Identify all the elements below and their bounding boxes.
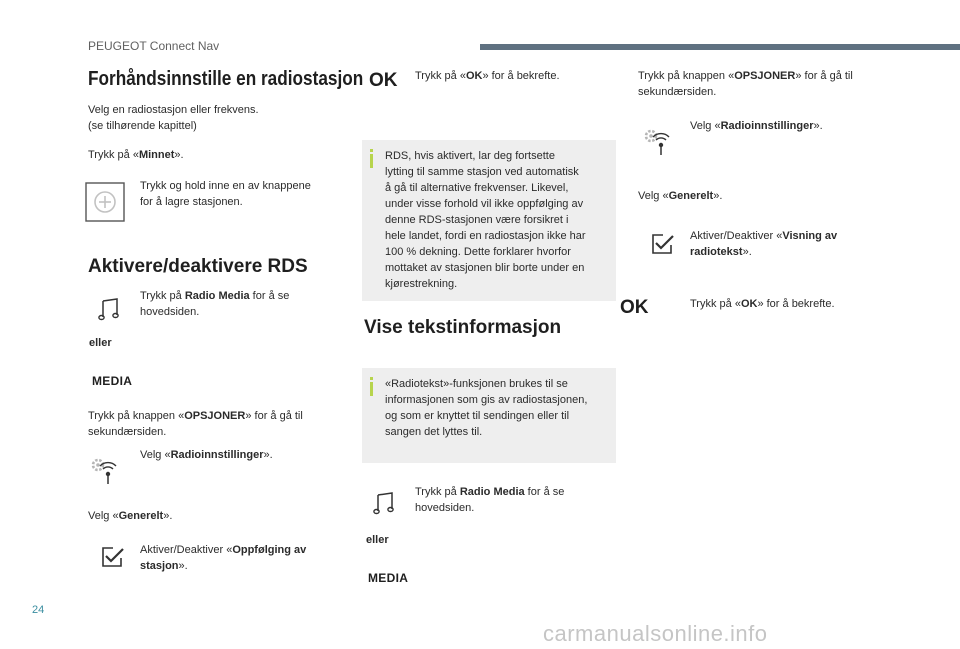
select-general-text: Velg «Generelt». — [638, 190, 723, 202]
confirm-ok-text: Trykk på «OK» for å bekrefte. — [690, 298, 835, 310]
header-rule — [480, 44, 960, 50]
select-general-text: Velg «Generelt». — [88, 510, 173, 522]
radio-media-text: Trykk på Radio Media for å se hovedsiden. — [415, 486, 565, 514]
checkbox-icon — [101, 546, 125, 568]
page-number: 24 — [32, 604, 45, 616]
add-preset-icon — [85, 182, 125, 222]
info-icon — [370, 382, 373, 396]
radio-media-text: Trykk på Radio Media for å se hovedsiden. — [140, 290, 290, 318]
toggle-follow-station-text: Aktiver/Deaktiver «Oppfølging av stasjon». — [140, 544, 307, 572]
or-label: eller — [366, 534, 389, 546]
document-header-title: PEUGEOT Connect Nav — [88, 39, 220, 53]
options-text: Trykk på knappen «OPSJONER» for å gå til sekundærsiden. — [88, 410, 303, 438]
media-button-label: MEDIA — [368, 571, 409, 585]
ok-icon: OK — [369, 70, 398, 91]
hold-save-text: Trykk og hold inne en av knappene for å lagre stasjonen. — [140, 180, 311, 208]
music-note-icon — [372, 490, 398, 516]
rds-info-text: RDS, hvis aktivert, lar deg fortsette lytting til samme stasjon ved automatisk å gå til alternative frekvenser. Likevel, under visse forhold vil ikke oppfølging av denne RDS-stasjonen være forsikret i hele landet, fordi en radiostasjon ikke har 100 % dekning. Dette forklarer hvorfor mottaket av stasjonen blir borte under en kjørestrekning. — [385, 150, 586, 290]
heading-presets: Forhåndsinnstille en radiostasjon — [88, 68, 364, 90]
ok-icon: OK — [620, 297, 649, 318]
select-station-text: Velg en radiostasjon eller frekvens. (se tilhørende kapittel) — [88, 104, 259, 132]
checkbox-icon — [651, 233, 675, 255]
radiotext-info-box — [362, 368, 616, 463]
media-button-label: MEDIA — [92, 374, 133, 388]
options-text: Trykk på knappen «OPSJONER» for å gå til sekundærsiden. — [638, 70, 853, 98]
confirm-ok-text: Trykk på «OK» for å bekrefte. — [415, 70, 560, 82]
or-label: eller — [89, 337, 112, 349]
radio-settings-icon — [88, 454, 122, 486]
toggle-radiotext-text: Aktiver/Deaktiver «Visning av radiotekst». — [690, 230, 838, 258]
select-radio-settings-text: Velg «Radioinnstillinger». — [690, 120, 823, 132]
watermark: carmanualsonline.info — [543, 621, 768, 646]
radiotext-info-text: «Radiotekst»-funksjonen brukes til se informasjonen som gis av radiostasjonen, og som er knyttet til sendingen eller til sangen det lyttes til. — [385, 378, 588, 438]
radio-settings-icon — [641, 125, 675, 157]
info-icon — [370, 154, 373, 168]
heading-rds: Aktivere/deaktivere RDS — [88, 256, 308, 277]
music-note-icon — [97, 296, 123, 322]
press-memory-text: Trykk på «Minnet». — [88, 149, 184, 161]
rds-info-box — [362, 140, 616, 301]
select-radio-settings-text: Velg «Radioinnstillinger». — [140, 449, 273, 461]
heading-text-info: Vise tekstinformasjon — [364, 317, 562, 338]
